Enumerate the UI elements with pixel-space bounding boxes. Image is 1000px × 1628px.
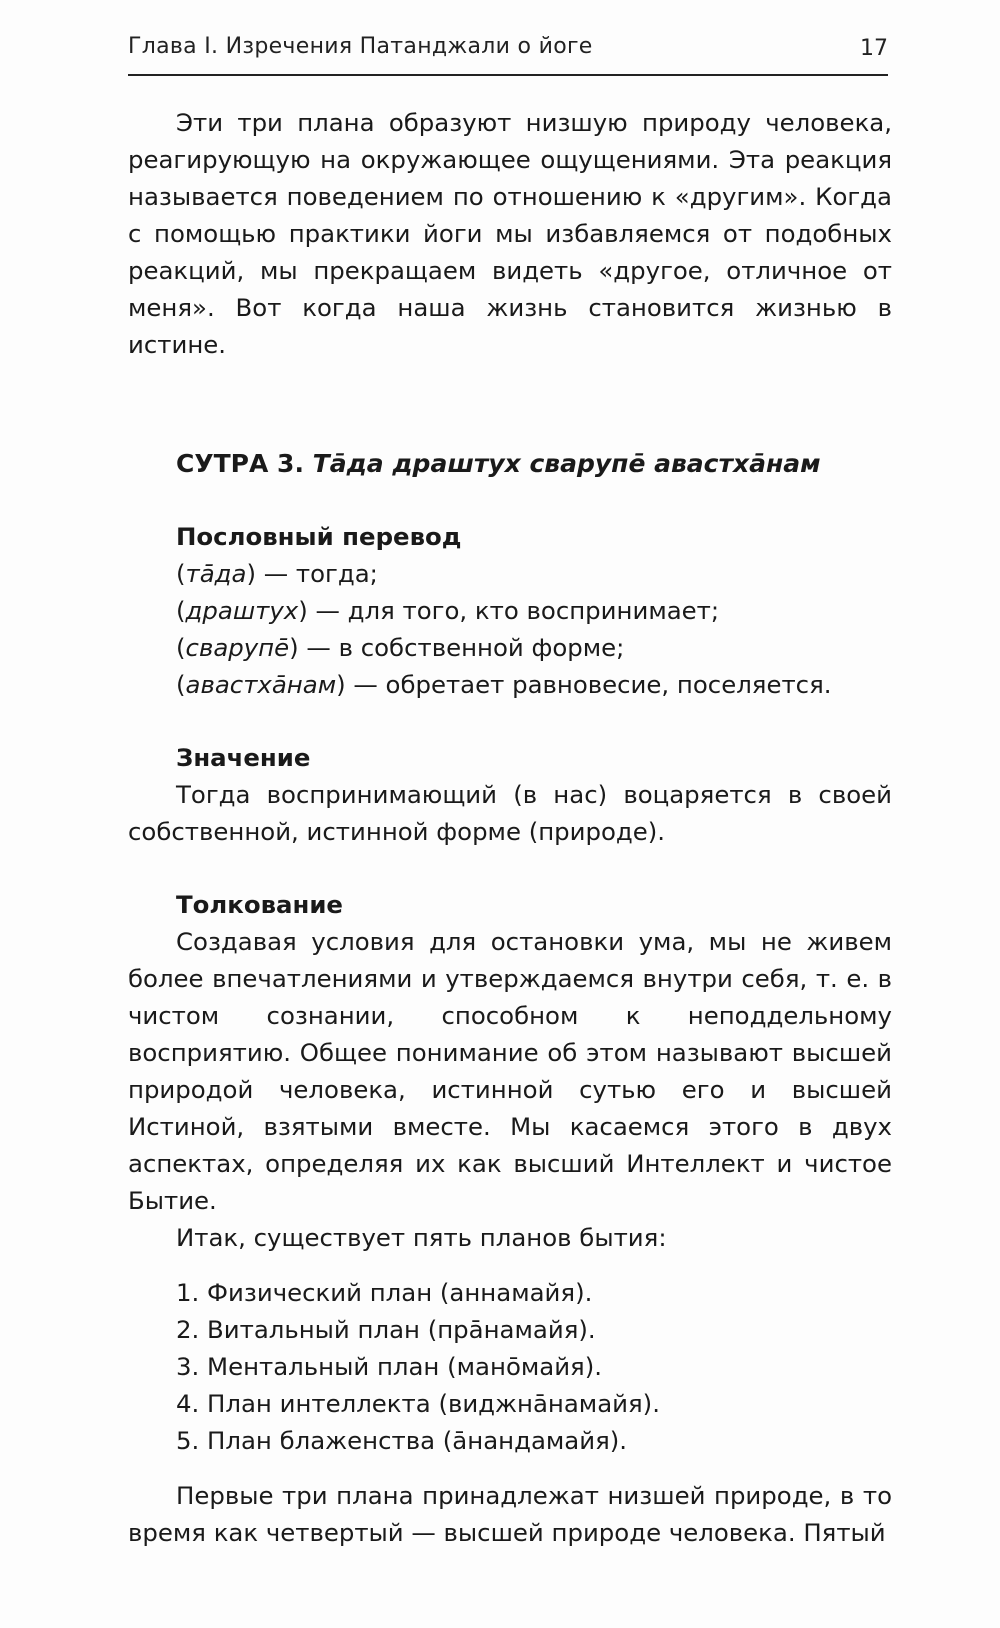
list-item: 3. Ментальный план (мано̄майя). [176,1352,603,1381]
sutra-title [128,445,892,482]
interpretation-heading: Толкование [176,890,343,919]
running-title: Глава I. Изречения Патанджали о йоге [128,34,593,59]
literal-translation-heading: Пословный перевод [176,522,462,551]
translation-item: (сварупе̄) — в собственной форме; [176,633,625,662]
meaning-text: Тогда воспринимающий (в нас) воцаряется в своей собственной, истинной форме (природе). [128,780,892,846]
running-header [128,34,888,76]
translation-item: (авастха̄нам) — обретает равновесие, поселяется. [176,670,832,699]
translation-term: авастха̄нам [185,670,337,699]
translation-term: драштух [185,596,299,625]
sutra-label: СУТРА 3. [176,449,304,478]
translation-term: сварупе̄ [185,633,290,662]
translation-item: (драштух) — для того, кто воспринимает; [176,596,720,625]
page-number: 17 [860,36,888,61]
translation-meaning: — тогда; [256,559,378,588]
translation-meaning: — обретает равновесие, поселяется. [345,670,832,699]
intro-paragraph: Эти три плана образуют низшую природу человека, реагирующую на окружающее ощущениями. Эта реакция называется поведением по отношению к «другим». Когда с помощью практики йоги мы избавляемся от подобных реакций, мы прекращаем видеть «другое, отличное от меня». Вот когда наша жизнь становится жизнью в истине. [128,108,892,359]
meaning-heading: Значение [176,743,311,772]
translation-meaning: — в собственной форме; [298,633,625,662]
translation-term: та̄да [185,559,247,588]
list-item: 4. План интеллекта (виджна̄намайя). [176,1389,660,1418]
planes-list [128,1274,892,1459]
translation-item: (та̄да) — тогда; [176,559,378,588]
list-item: 1. Физический план (аннамайя). [176,1278,593,1307]
sutra-transliteration: Та̄да драштух сварупе̄ авастха̄нам [312,449,821,478]
translation-meaning: — для того, кто воспринимает; [307,596,720,625]
interpretation-paragraph: Создавая условия для остановки ума, мы не живем более впечатлениями и утверждаемся внутри себя, т. е. в чистом сознании, способном к неподдельному восприятию. Общее понимание об этом называют высшей природой человека, истинной сутью его и высшей Истиной, взятыми вместе. Мы касаемся этого в двух аспектах, определяя их как высший Интеллект и чистое Бытие. [128,927,892,1215]
closing-paragraph: Первые три плана принадлежат низшей природе, в то время как четвертый — высшей природе человека. Пятый [128,1481,892,1547]
list-item: 5. План блаженства (а̄нандамайя). [176,1426,628,1455]
list-item: 2. Витальный план (пра̄намайя). [176,1315,596,1344]
page-body [128,104,892,1551]
interpretation-lead: Итак, существует пять планов бытия: [176,1223,667,1252]
